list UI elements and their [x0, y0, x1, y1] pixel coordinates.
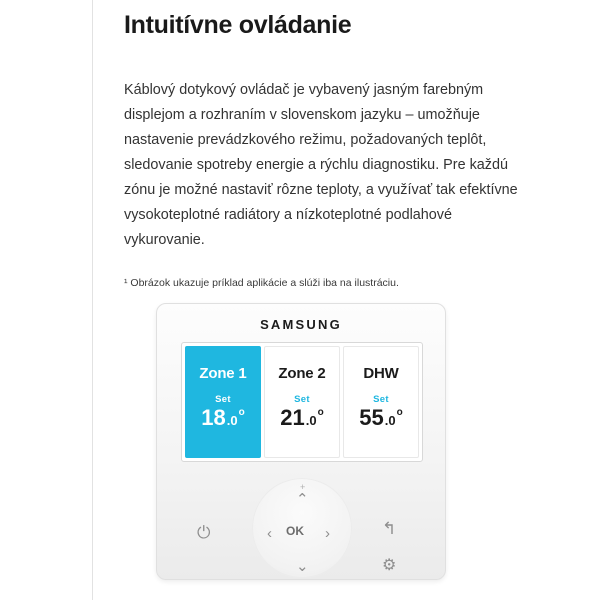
chevron-up-icon[interactable]: ⌃ [296, 491, 309, 508]
ok-button[interactable]: OK [286, 524, 304, 538]
zone-tile-1[interactable] [185, 346, 261, 458]
zone-name: Zone 2 [278, 365, 326, 382]
controller-display [181, 342, 423, 462]
degree-icon: o [317, 407, 324, 418]
zone-temperature [359, 407, 402, 429]
article-footnote: ¹ Obrázok ukazuje príklad aplikácie a slúži iba na ilustráciu. [124, 277, 399, 289]
zone-set-label: Set [294, 394, 310, 405]
zone-temperature [280, 407, 323, 429]
zone-set-label: Set [373, 394, 389, 405]
wired-controller-image [156, 303, 446, 583]
zone-temp-dec: .0 [384, 413, 396, 428]
zone-set-label: Set [215, 394, 231, 405]
controller-button-panel [157, 474, 447, 574]
degree-icon: o [238, 407, 245, 418]
chevron-down-icon[interactable]: ⌄ [296, 558, 309, 575]
zone-name: Zone 1 [199, 365, 247, 382]
zone-tile-dhw[interactable] [343, 346, 419, 458]
zone-name: DHW [363, 365, 399, 382]
left-margin-rule [92, 0, 93, 600]
article-content [124, 0, 524, 302]
zone-temp-int: 21 [280, 405, 305, 430]
article-paragraph [124, 78, 524, 253]
chevron-right-icon[interactable]: › [325, 525, 330, 542]
article-paragraph-text: Káblový dotykový ovládač je vybavený jasným farebným displejom a rozhraním v slovenskom jazyku – umožňuje nastavenie prevádzkového režimu, požadovaných teplôt, sledovanie spotreby energie a rýchlu diagnostiku. Pre každú zónu je možné nastaviť rôzne teploty, a využívať tak efektívne vysokoteplotné radiátory a nízkoteplotné podlahové vykurovanie. [124, 82, 518, 248]
controller-body [156, 303, 446, 580]
zone-temp-int: 55 [359, 405, 384, 430]
samsung-logo: SAMSUNG [260, 317, 342, 332]
degree-icon: o [396, 407, 403, 418]
zone-tile-2[interactable] [264, 346, 340, 458]
plus-icon: + [300, 482, 306, 492]
gear-icon[interactable]: ⚙ [382, 557, 397, 574]
chevron-left-icon[interactable]: ‹ [267, 525, 272, 542]
zone-temp-int: 18 [201, 405, 226, 430]
zone-temp-dec: .0 [305, 413, 317, 428]
back-icon[interactable]: ↰ [382, 519, 397, 538]
zone-temp-dec: .0 [226, 413, 238, 428]
power-icon[interactable]: ⏻ [197, 523, 211, 542]
page-title: Intuitívne ovládanie [124, 11, 352, 39]
zone-temperature [201, 407, 244, 429]
